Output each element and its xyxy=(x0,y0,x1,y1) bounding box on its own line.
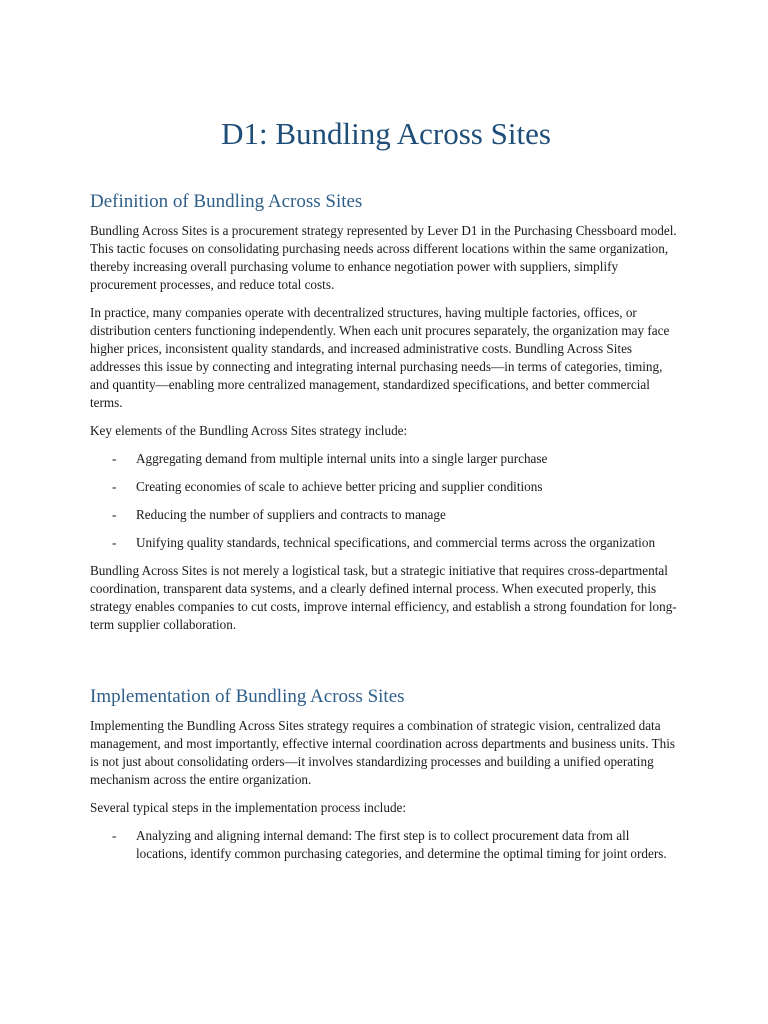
list-item xyxy=(90,478,682,496)
definition-paragraph-2: In practice, many companies operate with decentralized structures, having multiple factories, offices, or distribution centers functioning independently. When each unit procures separately, the organization may face higher prices, inconsistent quality standards, and increased administrative costs. Bundling Across Sites addresses this issue by connecting and integrating internal purchasing needs—in terms of categories, timing, and quantity—enabling more centralized management, standardized specifications, and better commercial terms. xyxy=(90,305,670,410)
list-item xyxy=(90,827,682,863)
bullet-marker: - xyxy=(112,828,117,843)
definition-paragraph-3: Key elements of the Bundling Across Sites strategy include: xyxy=(90,423,408,438)
bullet-marker: - xyxy=(112,507,117,522)
bullet-marker: - xyxy=(112,535,117,550)
list-item xyxy=(90,534,682,552)
implementation-section xyxy=(90,685,682,873)
implementation-paragraph-1: Implementing the Bundling Across Sites strategy requires a combination of strategic vision, centralized data management, and most importantly, effective internal coordination across departments and business units. This is not just about consolidating orders—it involves standardizing processes and building a unified operating mechanism across the entire organization. xyxy=(90,718,675,787)
implementation-paragraph-2: Several typical steps in the implementation process include: xyxy=(90,800,407,815)
definition-section xyxy=(90,190,682,644)
list-item xyxy=(90,450,682,468)
list-item-text: Analyzing and aligning internal demand: The first step is to collect procurement data from all locations, identify common purchasing categories, and determine the optimal timing for joint orders. xyxy=(136,828,667,861)
implementation-steps-list xyxy=(90,827,682,863)
bullet-marker: - xyxy=(112,479,117,494)
list-item-text: Aggregating demand from multiple internal units into a single larger purchase xyxy=(136,451,548,466)
definition-paragraph-4: Bundling Across Sites is not merely a logistical task, but a strategic initiative that requires cross-departmental coordination, transparent data systems, and a clearly defined internal process. When executed properly, this strategy enables companies to cut costs, improve internal efficiency, and establish a strong foundation for long-term supplier collaboration. xyxy=(90,563,677,632)
list-item-text: Creating economies of scale to achieve better pricing and supplier conditions xyxy=(136,479,543,494)
implementation-heading: Implementation of Bundling Across Sites xyxy=(90,686,405,707)
page-title: D1: Bundling Across Sites xyxy=(221,116,551,151)
list-item-text: Reducing the number of suppliers and contracts to manage xyxy=(136,507,446,522)
definition-heading: Definition of Bundling Across Sites xyxy=(90,191,363,212)
bullet-marker: - xyxy=(112,451,117,466)
list-item-text: Unifying quality standards, technical specifications, and commercial terms across the organization xyxy=(136,535,656,550)
key-elements-list xyxy=(90,450,682,552)
definition-paragraph-1: Bundling Across Sites is a procurement strategy represented by Lever D1 in the Purchasing Chessboard model. This tactic focuses on consolidating purchasing needs across different locations within the same organization, thereby increasing overall purchasing volume to enhance negotiation power with suppliers, simplify procurement processes, and reduce total costs. xyxy=(90,223,677,292)
list-item xyxy=(90,506,682,524)
